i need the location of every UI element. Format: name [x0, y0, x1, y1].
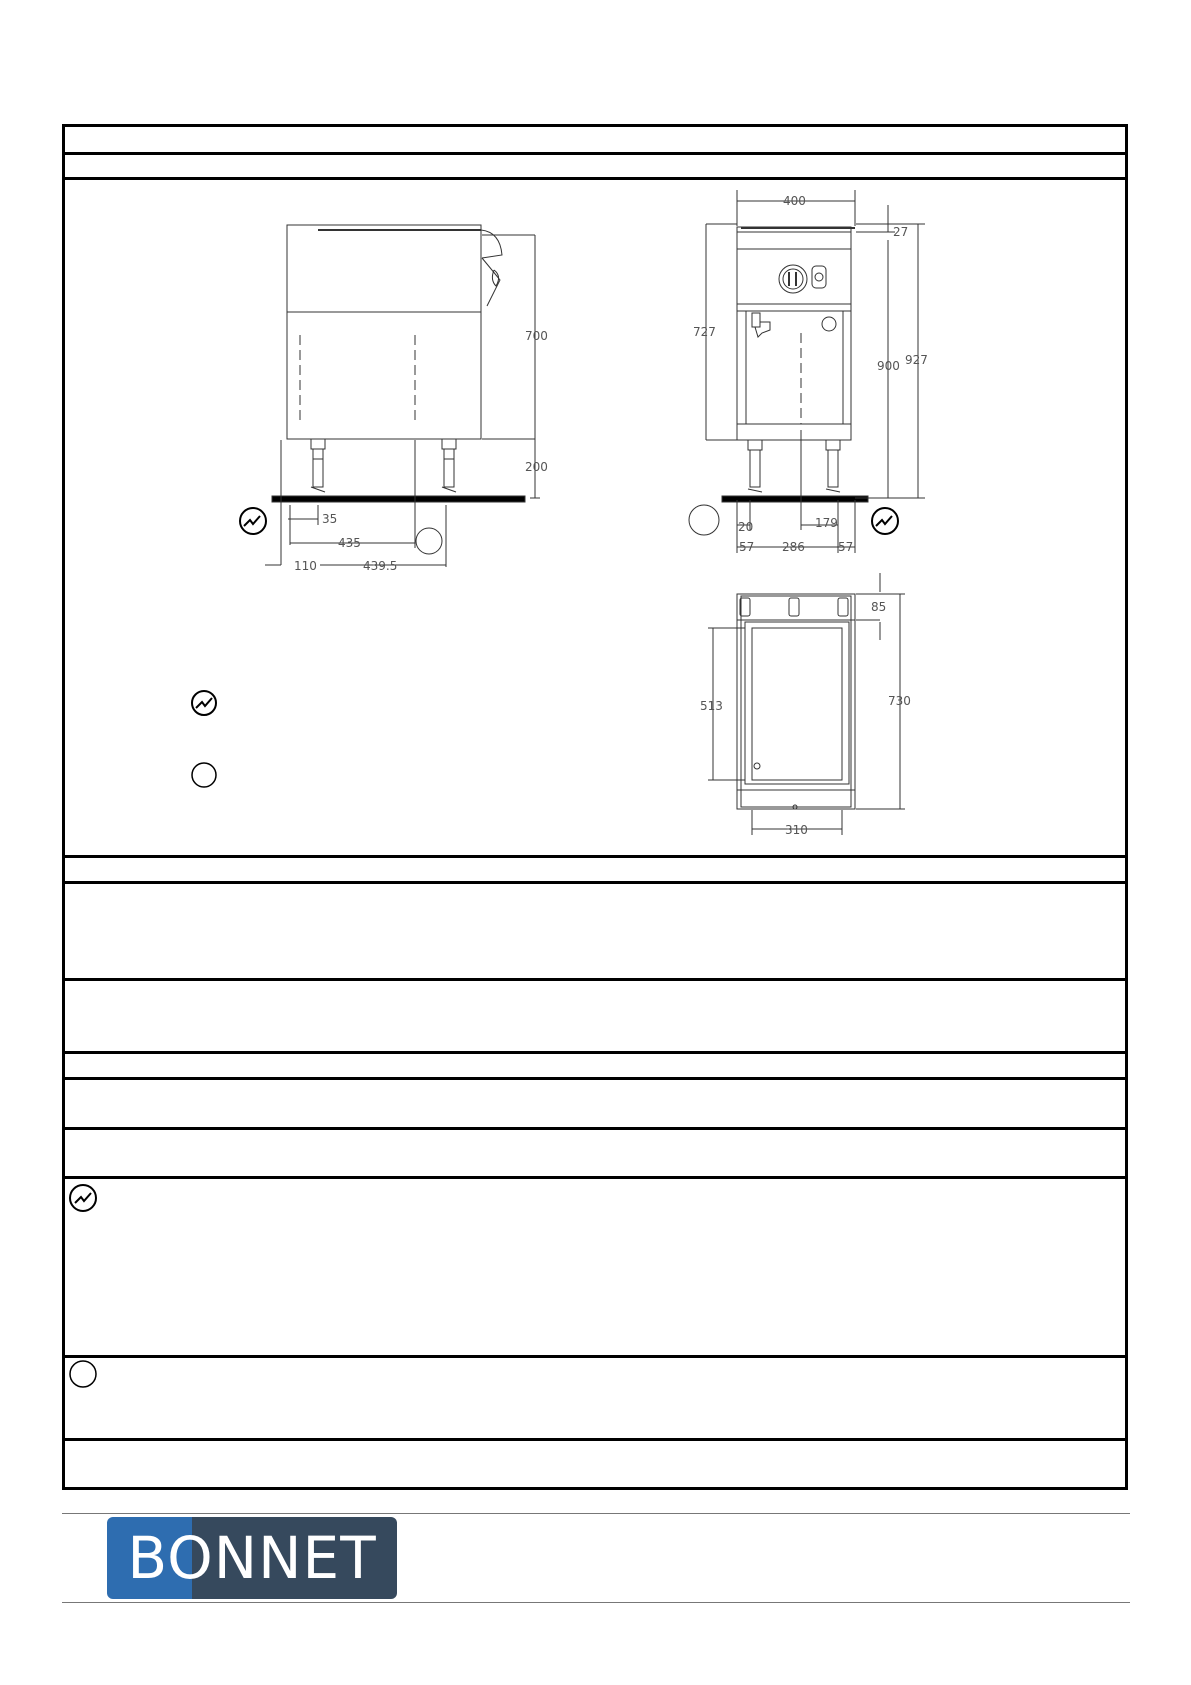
- electrical-connection-icon: [67, 1182, 99, 1214]
- footer-rule-top: [62, 1513, 1130, 1514]
- electrical-connection-icon: [192, 691, 216, 715]
- dim-439-5: 439.5: [363, 559, 398, 573]
- dim-435: 435: [338, 536, 361, 550]
- dim-179: 179: [815, 516, 838, 530]
- dim-310: 310: [785, 823, 808, 837]
- electrical-connection-icon: [872, 508, 898, 534]
- side-view: [265, 225, 540, 567]
- row-divider: [62, 1051, 1128, 1054]
- dim-35: 35: [322, 512, 338, 526]
- footer-rule-bottom: [62, 1602, 1130, 1603]
- dim-400: 400: [783, 194, 806, 208]
- electrical-connection-icon: [240, 508, 266, 534]
- dim-57-left: 57: [739, 540, 755, 554]
- dim-57-right: 57: [838, 540, 854, 554]
- dim-730: 730: [888, 694, 911, 708]
- dim-27: 27: [893, 225, 909, 239]
- row-divider: [62, 1127, 1128, 1130]
- dim-900: 900: [877, 359, 900, 373]
- dim-85: 85: [871, 600, 887, 614]
- dim-200: 200: [525, 460, 548, 474]
- dim-513: 513: [700, 699, 723, 713]
- dim-700: 700: [525, 329, 548, 343]
- dim-927: 927: [905, 353, 928, 367]
- row-divider: [62, 1077, 1128, 1080]
- row-divider: [62, 978, 1128, 981]
- row-divider: [62, 1355, 1128, 1358]
- circle-icon: [67, 1358, 99, 1390]
- dim-110: 110: [294, 559, 317, 573]
- dim-727: 727: [693, 325, 716, 339]
- dim-286: 286: [782, 540, 805, 554]
- row-divider: [62, 1176, 1128, 1179]
- logo-text: BONNET: [127, 1524, 377, 1592]
- circle-icon: [192, 763, 216, 787]
- bonnet-logo: [107, 1517, 397, 1599]
- dim-20: 20: [738, 520, 754, 534]
- row-divider: [62, 1438, 1128, 1441]
